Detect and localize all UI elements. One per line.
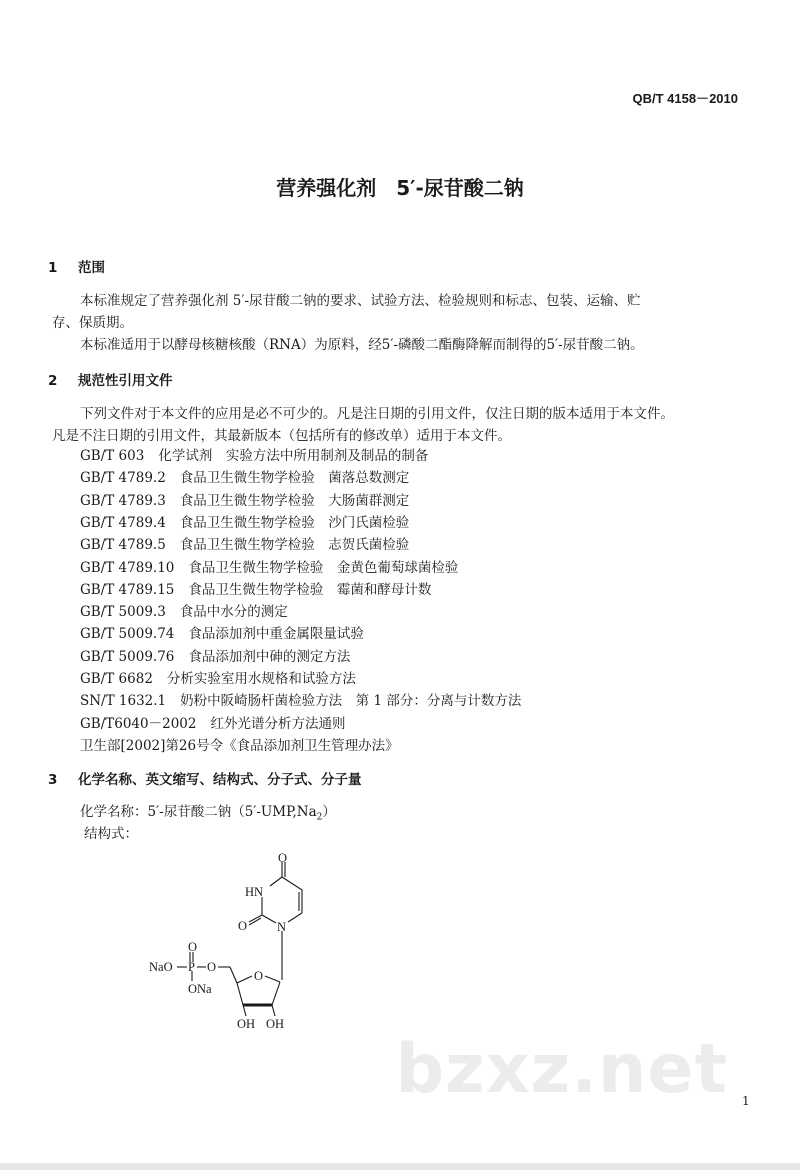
chemical-name: 化学名称：5′-尿苷酸二钠$(5'-UMP,Na_2)$ xyxy=(80,804,336,823)
watermark: bzxz.net xyxy=(395,1030,728,1109)
atom-oh-3: OH xyxy=(237,1017,256,1031)
paragraph: 凡是不注日期的引用文件，其最新版本（包括所有的修改单）适用于本文件。 xyxy=(52,428,511,444)
reference-code: GB/T6040－2002 xyxy=(80,715,197,732)
paragraph: 本标准适用于以酵母核糖核酸（RNA）为原料，经5′-磷酸二酯酶降解而制得的5′-尿苷酸二钠。 xyxy=(80,337,644,353)
section-2-heading: 2 规范性引用文件 xyxy=(48,373,173,389)
reference-title: 红外光谱分析方法通则 xyxy=(210,715,346,732)
atom-ring-o: O xyxy=(254,969,264,983)
atom-o-left: O xyxy=(238,919,248,933)
reference-title: 卫生部[2002]第26号令《食品添加剂卫生管理办法》 xyxy=(80,737,399,754)
reference-code: GB/T 4789.15 xyxy=(80,581,175,598)
reference-title: 食品卫生微生物学检验 金黄色葡萄球菌检验 xyxy=(188,559,459,576)
reference-title: 化学试剂 实验方法中所用制剂及制品的制备 xyxy=(158,448,429,464)
structure-label: 结构式： xyxy=(84,826,138,842)
standard-number: QB/T 4158－2010 xyxy=(632,91,738,106)
reference-code: GB/T 5009.74 xyxy=(80,626,175,643)
reference-code: GB/T 5009.3 xyxy=(80,604,166,621)
reference-code: GB/T 6682 xyxy=(80,671,153,687)
reference-title: 食品卫生微生物学检验 大肠菌群测定 xyxy=(179,492,410,509)
atom-o5: O xyxy=(207,960,217,974)
reference-code: GB/T 4789.5 xyxy=(80,537,166,554)
paragraph: 存、保质期。 xyxy=(52,315,133,331)
section-3-heading: 3 化学名称、英文缩写、结构式、分子式、分子量 xyxy=(48,772,362,788)
reference-title: 食品卫生微生物学检验 沙门氏菌检验 xyxy=(179,514,410,531)
reference-code: SN/T 1632.1 xyxy=(80,693,167,710)
reference-title: 分析实验室用水规格和试验方法 xyxy=(166,671,356,687)
atom-o-top: O xyxy=(278,851,288,865)
paragraph: 下列文件对于本文件的应用是必不可少的。凡是注日期的引用文件，仅注日期的版本适用于本文件。 xyxy=(80,406,674,422)
reference-title: 食品中水分的测定 xyxy=(179,604,288,621)
atom-ona: ONa xyxy=(188,982,212,996)
reference-code: GB/T 4789.10 xyxy=(80,559,175,576)
reference-code: GB/T 603 xyxy=(80,448,145,464)
reference-code: GB/T 4789.2 xyxy=(80,470,166,487)
atom-p: P xyxy=(188,960,195,974)
reference-title: 食品卫生微生物学检验 霉菌和酵母计数 xyxy=(188,581,432,598)
page-title: 营养强化剂 5′-尿苷酸二钠 xyxy=(276,176,524,200)
page-number: 1 xyxy=(742,1094,750,1108)
reference-code: GB/T 5009.76 xyxy=(80,648,175,665)
atom-hn: HN xyxy=(245,885,264,899)
reference-title: 食品卫生微生物学检验 志贺氏菌检验 xyxy=(179,537,410,554)
reference-title: 奶粉中阪崎肠杆菌检验方法 第 1 部分：分离与计数方法 xyxy=(180,693,522,710)
atom-nao: NaO xyxy=(149,960,173,974)
atom-n: N xyxy=(277,920,287,934)
reference-title: 食品添加剂中重金属限量试验 xyxy=(188,626,364,643)
page-bottom-edge xyxy=(0,1163,800,1170)
atom-oh-2: OH xyxy=(266,1017,285,1031)
section-1-heading: 1 范围 xyxy=(48,260,105,276)
paragraph: 本标准规定了营养强化剂 5′-尿苷酸二钠的要求、试验方法、检验规则和标志、包装、运输、贮 xyxy=(80,293,641,309)
atom-p-o: O xyxy=(188,940,198,954)
reference-title: 食品添加剂中砷的测定方法 xyxy=(188,648,351,665)
reference-code: GB/T 4789.4 xyxy=(80,514,166,531)
reference-code: GB/T 4789.3 xyxy=(80,492,166,509)
reference-title: 食品卫生微生物学检验 菌落总数测定 xyxy=(179,470,410,487)
